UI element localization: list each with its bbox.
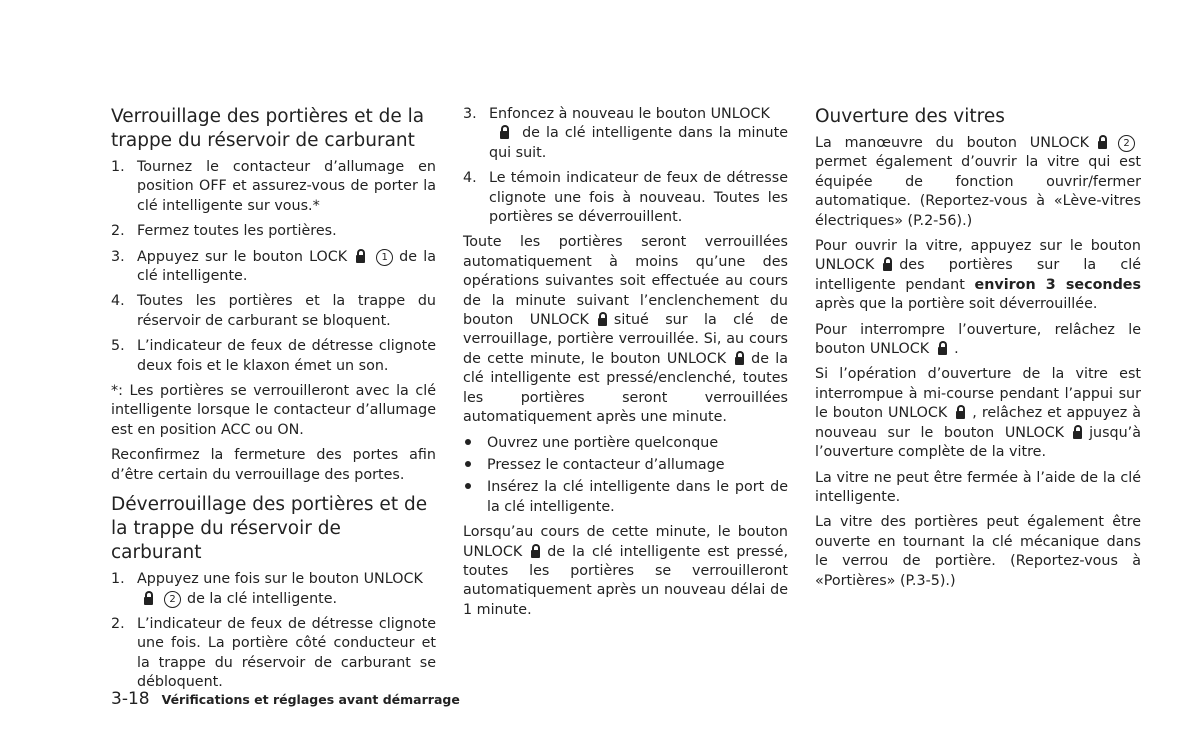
paragraph: Reconfirmez la fermeture des portes afin d’être certain du verrouillage des portes. bbox=[111, 447, 436, 483]
list-item: 2. Fermez toutes les portières. bbox=[111, 223, 337, 240]
list-item: 1. Tournez le contacteur d’allumage en position OFF et assurez-vous de porter la clé intelligente sur vous.* bbox=[111, 159, 436, 214]
paragraph: Toute les portières seront verrouillées automatiquement à moins qu’une des opérations suivantes soit effectuée au cours de la minute suivant l’enclenchement du bouton UNLOCK situé sur la clé de verrouillage, portière verrouillée. Si, au cours de cette minute, le bouton UNLOCK de la clé intelligente est pressé/enclenché, toutes les portières seront verrouillées automatiquement après une minute. bbox=[463, 234, 788, 426]
page-footer bbox=[111, 689, 460, 709]
column-middle bbox=[463, 105, 788, 626]
unlock-icon bbox=[597, 312, 608, 326]
unlock-icon bbox=[1072, 425, 1083, 439]
unlock-icon bbox=[143, 591, 154, 605]
bullet-icon bbox=[465, 483, 471, 489]
footer-title: Vérifications et réglages avant démarrage bbox=[161, 692, 460, 707]
bullet-item: Pressez le contacteur d’allumage bbox=[463, 456, 788, 475]
paragraph: Pour interrompre l’ouverture, relâchez le bouton UNLOCK . bbox=[815, 321, 1141, 358]
section-heading-locking: Verrouillage des portières et de la trappe du réservoir de carburant bbox=[111, 106, 425, 151]
unlock-icon bbox=[499, 125, 510, 139]
bullet-item: Insérez la clé intelligente dans le port de la clé intelligente. bbox=[463, 478, 788, 517]
callout-number: 2 bbox=[1118, 135, 1135, 152]
paragraph: Si l’opération d’ouverture de la vitre est interrompue à mi-course pendant l’appui sur le bouton UNLOCK , relâchez et appuyez à nouveau sur le bouton UNLOCK jusqu’à l’ouverture complète de la vitre. bbox=[815, 366, 1141, 461]
bullet-item: Ouvrez une portière quelconque bbox=[463, 434, 788, 453]
paragraph: Lorsqu’au cours de cette minute, le bouton UNLOCK de la clé intelligente est pressé, toutes les portières se verrouilleront automatiquement après un nouveau délai de 1 minute. bbox=[463, 524, 788, 618]
paragraph: Pour ouvrir la vitre, appuyez sur le bouton UNLOCK des portières sur la clé intelligente pendant environ 3 secondes après que la portière soit déverrouillée. bbox=[815, 238, 1142, 313]
unlock-icon bbox=[734, 351, 745, 365]
column-left bbox=[111, 105, 436, 699]
unlock-icon bbox=[955, 405, 966, 419]
bullet-icon bbox=[465, 461, 471, 467]
list-item: 4. Toutes les portières et la trappe du réservoir de carburant se bloquent. bbox=[111, 293, 436, 329]
bullet-icon bbox=[465, 439, 471, 445]
lock-icon bbox=[355, 249, 366, 263]
list-item: 4. Le témoin indicateur de feux de détresse clignote une fois à nouveau. Toutes les portières se déverrouillent. bbox=[463, 170, 788, 226]
list-item: 5. L’indicateur de feux de détresse clignote deux fois et le klaxon émet un son. bbox=[111, 338, 436, 374]
footnote: *: Les portières se verrouilleront avec la clé intelligente lorsque le contacteur d’allumage est en position ACC ou ON. bbox=[111, 383, 436, 438]
unlock-icon bbox=[882, 257, 893, 271]
callout-number: 1 bbox=[376, 249, 393, 266]
page-number: 3-18 bbox=[111, 689, 150, 709]
list-item: 3. Appuyez sur le bouton LOCK 1 de la clé intelligente. bbox=[111, 248, 436, 285]
unlock-icon bbox=[530, 544, 541, 558]
section-heading-windows: Ouverture des vitres bbox=[815, 106, 1005, 127]
section-heading-unlocking: Déverrouillage des portières et de la trappe du réservoir de carburant bbox=[111, 494, 428, 564]
list-item: 3. Enfoncez à nouveau le bouton UNLOCK de la clé intelligente dans la minute qui suit. bbox=[463, 106, 788, 161]
paragraph: La manœuvre du bouton UNLOCK 2permet également d’ouvrir la vitre qui est équipée de fonction ouvrir/fermer automatique. (Reportez-vous à «Lève-vitres électriques» (P.2-56).) bbox=[815, 135, 1141, 229]
callout-number: 2 bbox=[164, 591, 181, 608]
list-item: 1. Appuyez une fois sur le bouton UNLOCK 2 de la clé intelligente. bbox=[111, 571, 423, 607]
column-right bbox=[815, 105, 1141, 597]
paragraph: La vitre ne peut être fermée à l’aide de la clé intelligente. bbox=[815, 469, 1141, 505]
paragraph: La vitre des portières peut également être ouverte en tournant la clé mécanique dans le verrou de portière. (Reportez-vous à «Portières» (P.3-5).) bbox=[815, 514, 1141, 589]
unlock-icon bbox=[937, 341, 948, 355]
list-item: 2. L’indicateur de feux de détresse clignote une fois. La portière côté conducteur et la trappe du réservoir de carburant se débloquent. bbox=[111, 615, 436, 691]
unlock-icon bbox=[1097, 135, 1108, 149]
